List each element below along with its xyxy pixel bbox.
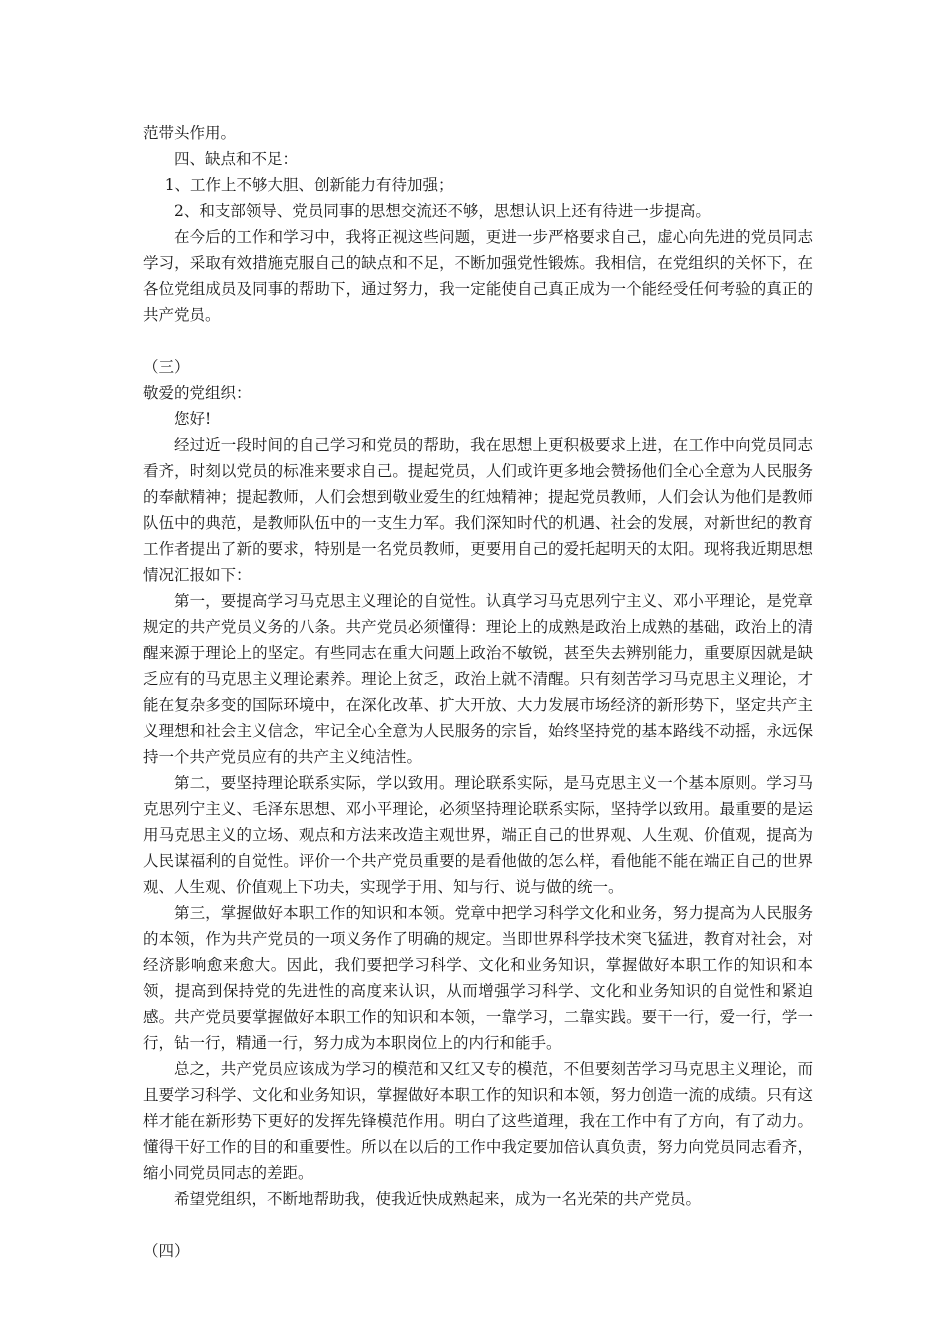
section-marker-four: （四） [143,1242,190,1260]
continued-text: 范带头作用。 [143,124,237,142]
heading-shortcomings: 四、缺点和不足： [174,150,299,168]
body-paragraph: 第三，掌握做好本职工作的知识和本领。党章中把学习科学文化和业务，努力提高为人民服务的本领，作为共产党员的一项义务作了明确的规定。当即世界科学技术突飞猛进，教育对社会，对经济影响愈来愈大。因此，我们要把学习科学、文化和业务知识，掌握做好本职工作的知识和本领，提高到保持党的先进性的高度来认识，从而增强学习科学、文化和业务知识的自觉性和紧迫感。共产党员要掌握做好本职工作的知识和本领，一靠学习，二靠实践。要干一行，爱一行，学一行，钻一行，精通一行，努力成为本职岗位上的内行和能手。 [143,904,813,1052]
body-paragraph: 总之，共产党员应该成为学习的模范和又红又专的模范，不但要刻苦学习马克思主义理论，而且要学习科学、文化和业务知识，掌握做好本职工作的知识和本领，努力创造一流的成绩。只有这样才能在新形势下更好的发挥先锋模范作用。明白了这些道理，我在工作中有了方向，有了动力。懂得干好工作的目的和重要性。所以在以后的工作中我定要加倍认真负责，努力向党员同志看齐，缩小同党员同志的差距。 [143,1060,813,1182]
closing-paragraph: 在今后的工作和学习中，我将正视这些问题，更进一步严格要求自己，虚心向先进的党员同志学习，采取有效措施克服自己的缺点和不足，不断加强党性锻炼。我相信，在党组织的关怀下，在各位党组成员及同事的帮助下，通过努力，我一定能使自己真正成为一个能经受任何考验的真正的共产党员。 [143,228,813,324]
body-paragraph: 希望党组织，不断地帮助我，使我近快成熟起来，成为一名光荣的共产党员。 [174,1190,702,1208]
salutation: 敬爱的党组织： [143,384,252,402]
shortcoming-item-1: 1、工作上不够大胆、创新能力有待加强； [164,176,454,194]
section-marker-three: （三） [143,358,190,376]
body-paragraph: 第一，要提高学习马克思主义理论的自觉性。认真学习马克思列宁主义、邓小平理论，是党章规定的共产党员义务的八条。共产党员必须懂得：理论上的成熟是政治上成熟的基础，政治上的清醒来源于理论上的坚定。有些同志在重大问题上政治不敏锐，甚至失去辨别能力，重要原因就是缺乏应有的马克思主义理论素养。理论上贫乏，政治上就不清醒。只有刻苦学习马克思主义理论，才能在复杂多变的国际环境中，在深化改革、扩大开放、大力发展市场经济的新形势下，坚定共产主义理想和社会主义信念，牢记全心全意为人民服务的宗旨，始终坚持党的基本路线不动摇，永远保持一个共产党员应有的共产主义纯洁性。 [143,592,813,766]
section-gap [143,1212,813,1238]
shortcoming-item-2: 2、和支部领导、党员同事的思想交流还不够，思想认识上还有待进一步提高。 [174,202,711,220]
body-paragraph: 经过近一段时间的自己学习和党员的帮助，我在思想上更积极要求上进，在工作中向党员同志看齐，时刻以党员的标准来要求自己。提起党员，人们或许更多地会赞扬他们全心全意为人民服务的奉献精神；提起教师，人们会想到敬业爱生的红烛精神；提起党员教师，人们会认为他们是教师队伍中的典范，是教师队伍中的一支生力军。我们深知时代的机遇、社会的发展，对新世纪的教育工作者提出了新的要求，特别是一名党员教师，更要用自己的爱托起明天的太阳。现将我近期思想情况汇报如下： [143,436,813,584]
greeting: 您好! [174,410,212,428]
body-paragraph: 第二，要坚持理论联系实际，学以致用。理论联系实际，是马克思主义一个基本原则。学习马克思列宁主义、毛泽东思想、邓小平理论，必须坚持理论联系实际，坚持学以致用。最重要的是运用马克思主义的立场、观点和方法来改造主观世界，端正自己的世界观、人生观、价值观，提高为人民谋福利的自觉性。评价一个共产党员重要的是看他做的怎么样，看他能不能在端正自己的世界观、人生观、价值观上下功夫，实现学于用、知与行、说与做的统一。 [143,774,813,896]
document-page [143,120,813,1264]
section-gap [143,328,813,354]
